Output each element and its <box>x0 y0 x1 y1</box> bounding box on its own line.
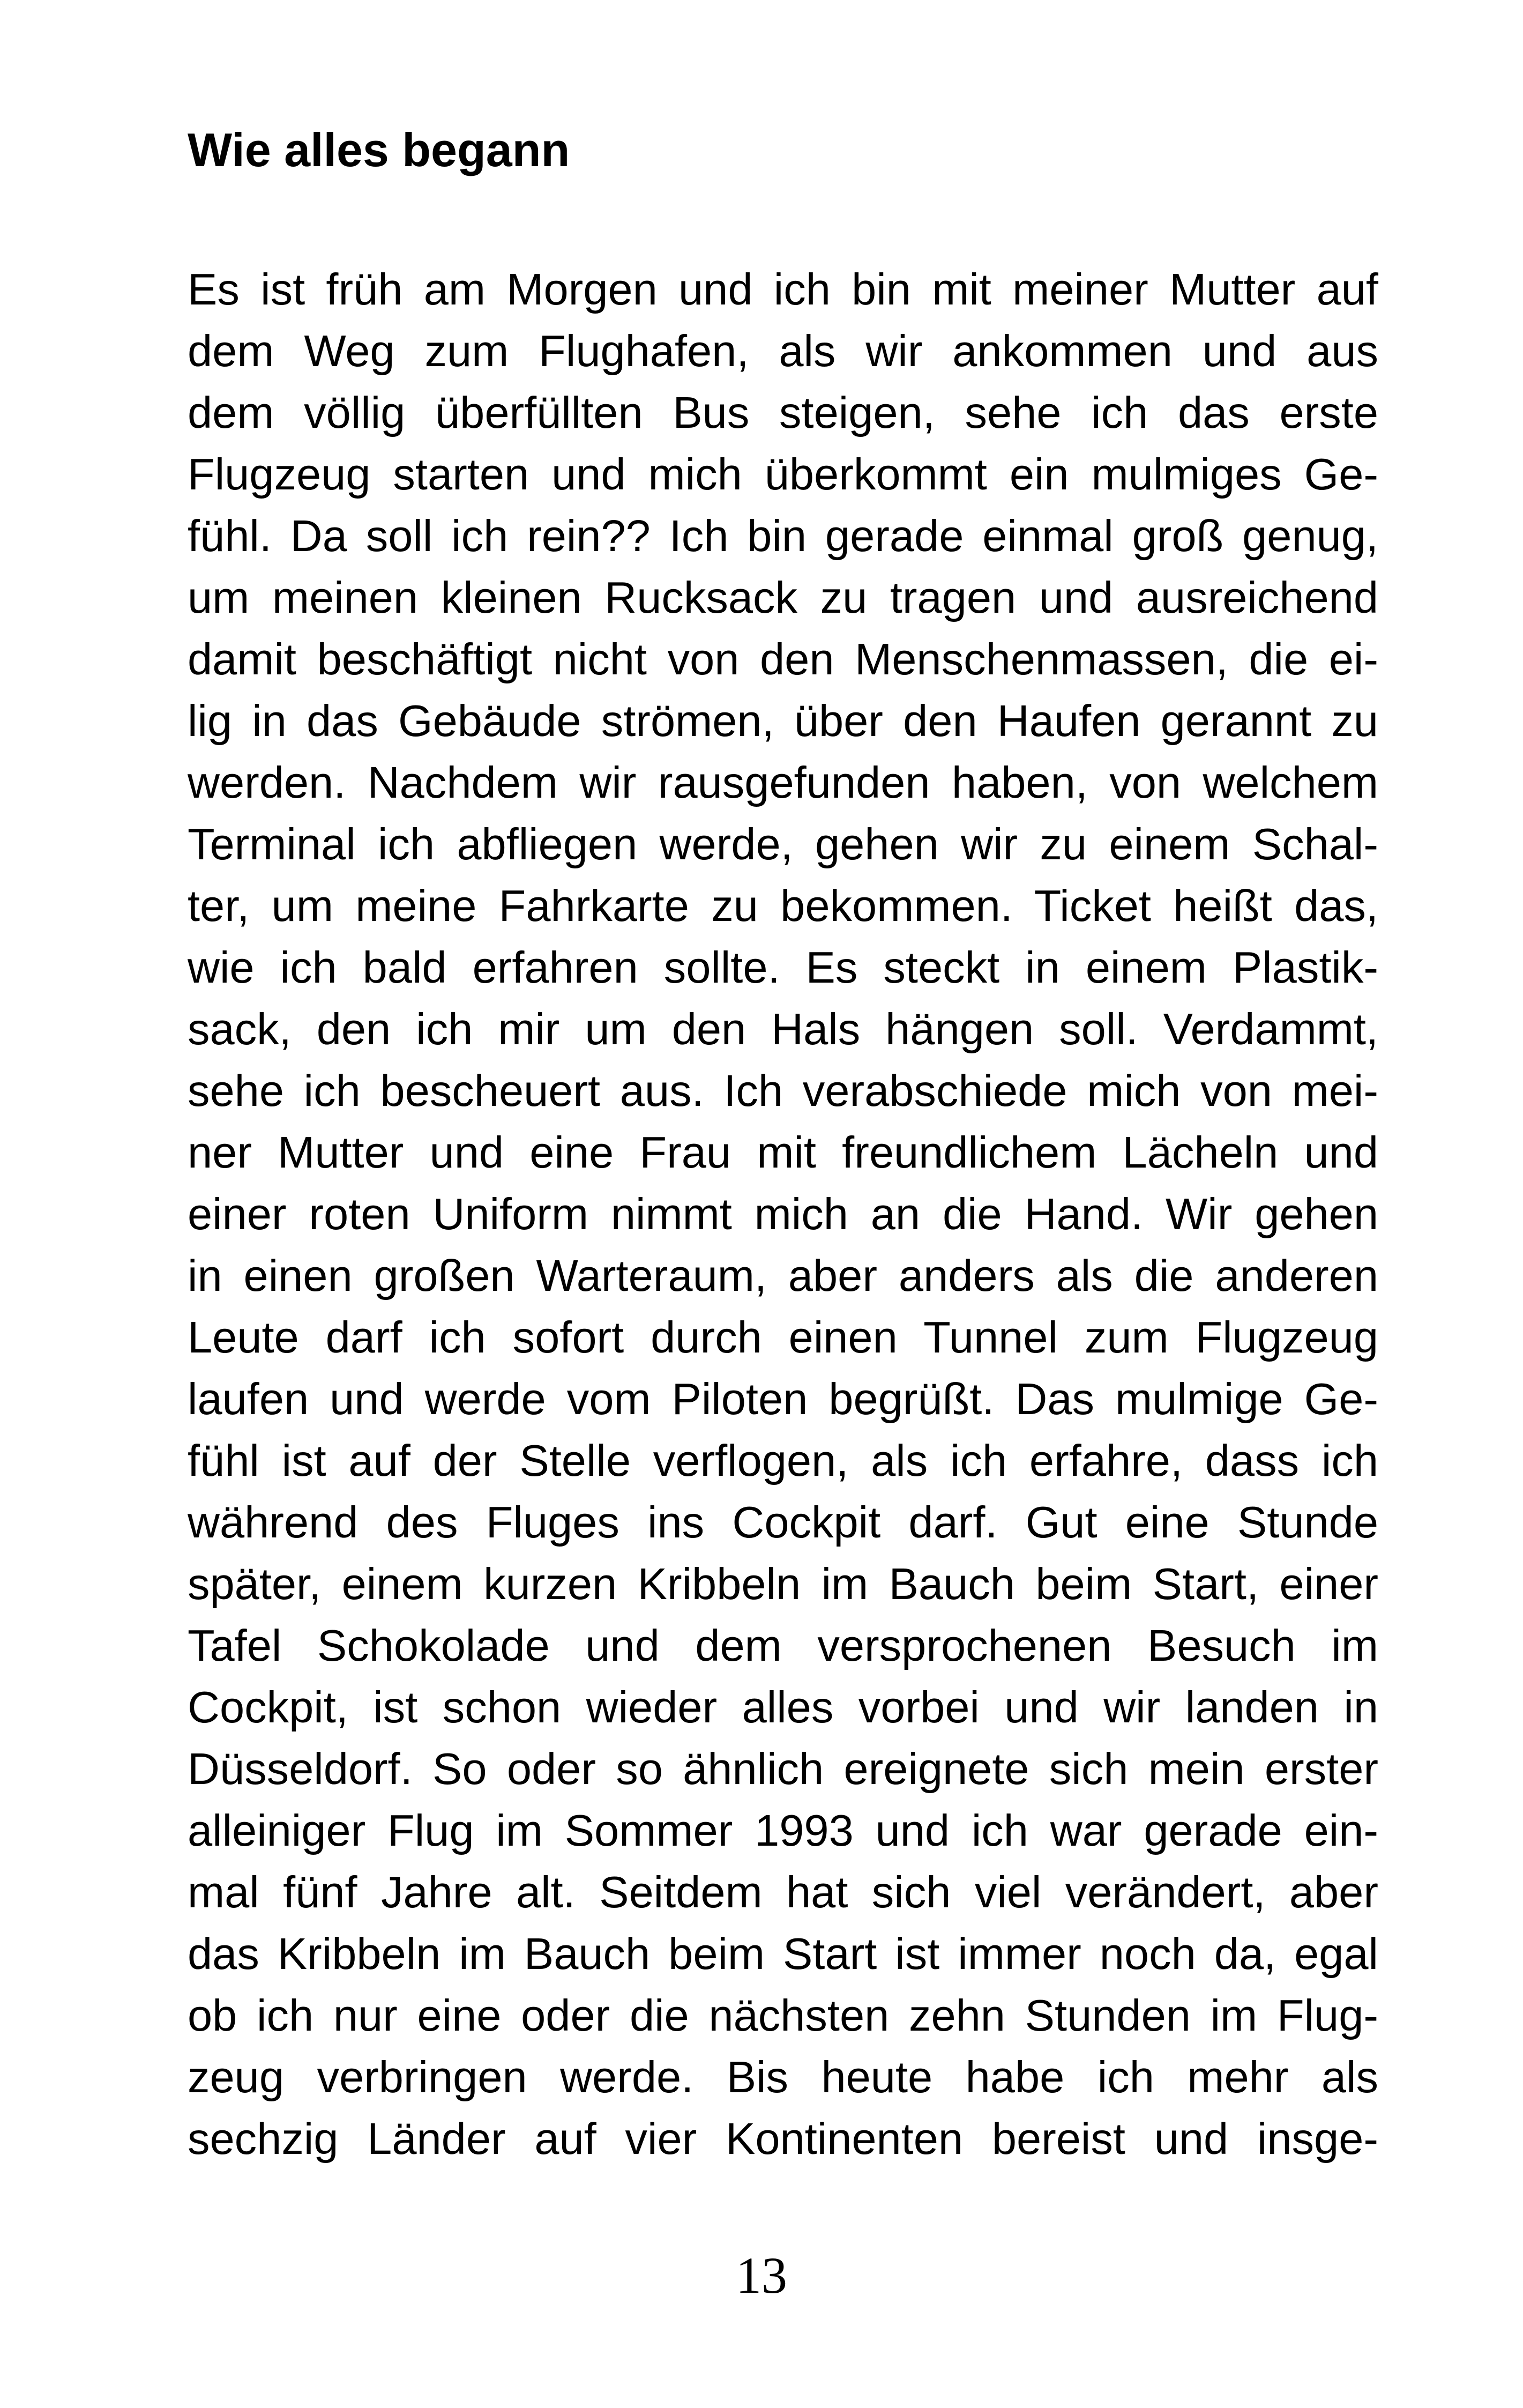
text-line: Es ist früh am Morgen und ich bin mit meiner Mutter auf <box>188 264 1378 314</box>
text-line: ner Mutter und eine Frau mit freundlichem Lächeln und <box>188 1127 1378 1177</box>
text-line: sehe ich bescheuert aus. Ich verabschiede mich von mei- <box>188 1066 1378 1116</box>
text-line: fühl. Da soll ich rein?? Ich bin gerade einmal groß genug, <box>188 511 1378 561</box>
text-line: damit beschäftigt nicht von den Menschenmassen, die ei- <box>188 634 1378 684</box>
text-line: das Kribbeln im Bauch beim Start ist immer noch da, egal <box>188 1929 1378 1979</box>
text-line: alleiniger Flug im Sommer 1993 und ich war gerade ein- <box>188 1805 1378 1855</box>
text-line: sack, den ich mir um den Hals hängen soll. Verdammt, <box>188 1004 1378 1054</box>
text-line: während des Fluges ins Cockpit darf. Gut eine Stunde <box>188 1497 1378 1547</box>
text-line: um meinen kleinen Rucksack zu tragen und ausreichend <box>188 573 1378 622</box>
text-line: lig in das Gebäude strömen, über den Haufen gerannt zu <box>188 696 1378 746</box>
text-line: sechzig Länder auf vier Kontinenten bereist und insge- <box>188 2114 1378 2164</box>
text-line: Düsseldorf. So oder so ähnlich ereignete sich mein erster <box>188 1744 1378 1794</box>
text-line: einer roten Uniform nimmt mich an die Hand. Wir gehen <box>188 1189 1378 1239</box>
text-line: laufen und werde vom Piloten begrüßt. Das mulmige Ge- <box>188 1374 1378 1424</box>
text-line: Tafel Schokolade und dem versprochenen Besuch im <box>188 1621 1378 1670</box>
text-line: in einen großen Warteraum, aber anders als die anderen <box>188 1251 1378 1300</box>
text-line: Leute darf ich sofort durch einen Tunnel zum Flugzeug <box>188 1312 1378 1362</box>
text-line: ter, um meine Fahrkarte zu bekommen. Ticket heißt das, <box>188 881 1378 931</box>
text-line: mal fünf Jahre alt. Seitdem hat sich viel verändert, aber <box>188 1867 1378 1917</box>
text-line: dem Weg zum Flughafen, als wir ankommen und aus <box>188 326 1378 376</box>
text-line: später, einem kurzen Kribbeln im Bauch beim Start, einer <box>188 1559 1378 1609</box>
text-line: zeug verbringen werde. Bis heute habe ich mehr als <box>188 2052 1378 2102</box>
text-line: wie ich bald erfahren sollte. Es steckt in einem Plastik- <box>188 942 1378 992</box>
text-line: fühl ist auf der Stelle verflogen, als ich erfahre, dass ich <box>188 1436 1378 1485</box>
text-line: Flugzeug starten und mich überkommt ein mulmiges Ge- <box>188 449 1378 499</box>
text-line: ob ich nur eine oder die nächsten zehn Stunden im Flug- <box>188 1990 1378 2040</box>
body-paragraph <box>188 258 1378 2169</box>
text-line: dem völlig überfüllten Bus steigen, sehe ich das erste <box>188 388 1378 437</box>
text-line: Terminal ich abfliegen werde, gehen wir zu einem Schal- <box>188 819 1378 869</box>
text-line: werden. Nachdem wir rausgefunden haben, von welchem <box>188 757 1378 807</box>
page-number: 13 <box>736 2247 787 2304</box>
chapter-title: Wie alles begann <box>188 123 570 176</box>
text-line: Cockpit, ist schon wieder alles vorbei und wir landen in <box>188 1682 1378 1732</box>
